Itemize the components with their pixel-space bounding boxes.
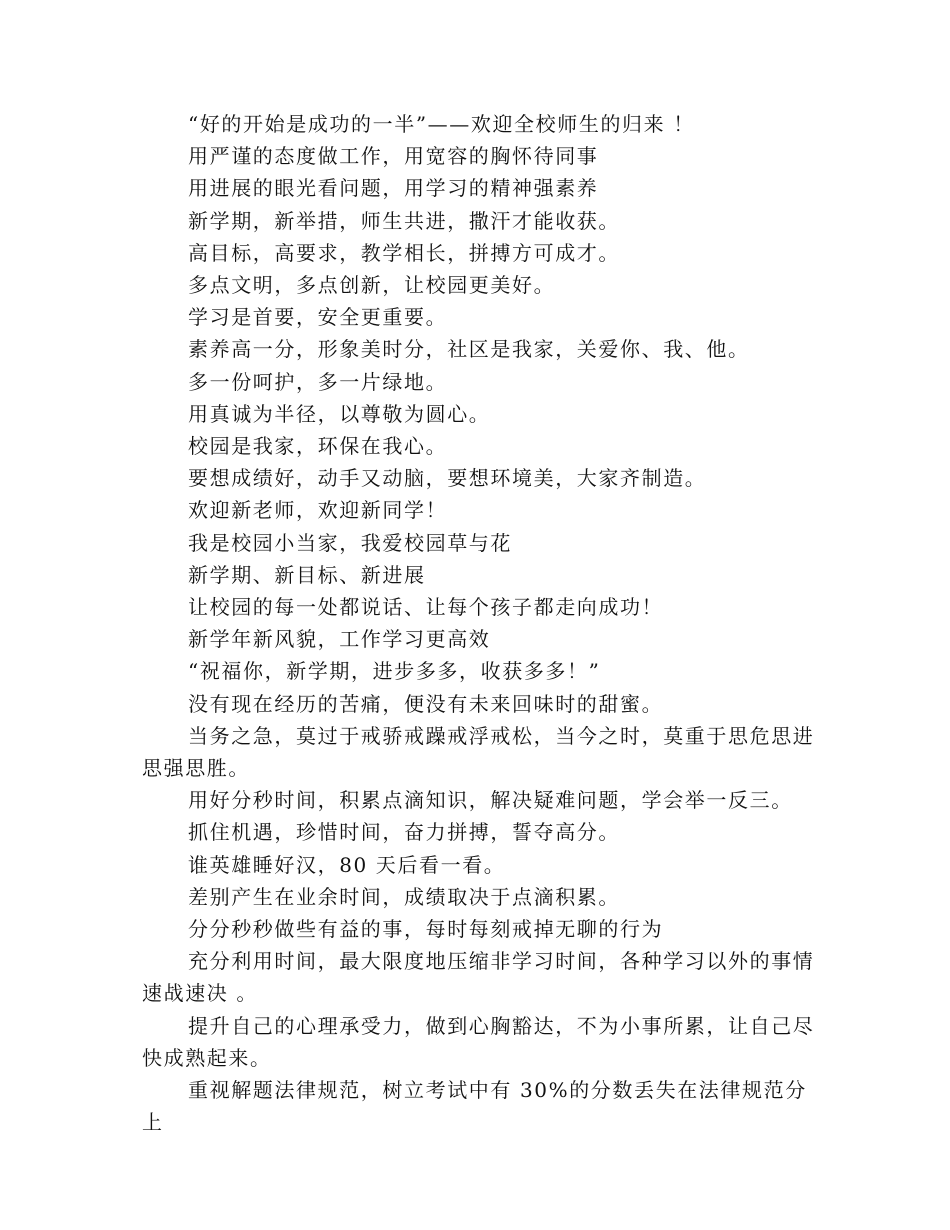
paragraph-14: 我是校园小当家，我爱校园草与花 [188,530,512,555]
paragraph-12: 要想成绩好，动手又动脑，要想环境美，大家齐制造。 [188,466,707,491]
paragraph-21: 用好分秒时间，积累点滴知识，解决疑难问题，学会举一反三。 [188,788,793,813]
paragraph-27: 提升自己的心理承受力，做到心胸豁达，不为小事所累，让自己尽快成熟起来。 [142,1013,815,1070]
paragraph-1: “好的开始是成功的一半”——欢迎全校师生的归来 ！ [188,112,695,136]
paragraph-10: 用真诚为半径，以尊敬为圆心。 [188,401,491,426]
paragraph-3: 用进展的眼光看问题，用学习的精神强素养 [188,176,599,201]
paragraph-11: 校园是我家，环保在我心。 [188,434,448,459]
paragraph-23: 谁英雄睡好汉，80 天后看一看。 [188,852,506,877]
paragraph-6: 多点文明，多点创新，让校园更美好。 [188,273,556,298]
paragraph-28: 重视解题法律规范，树立考试中有 30%的分数丢失在法律规范分上 [142,1078,807,1135]
paragraph-15: 新学期、新目标、新进展 [188,562,426,587]
paragraph-13: 欢迎新老师，欢迎新同学！ [188,498,448,523]
paragraph-8: 素养高一分，形象美时分，社区是我家，关爱你、我、他。 [188,337,750,362]
paragraph-16: 让校园的每一处都说话、让每个孩子都走向成功！ [188,595,664,620]
paragraph-7: 学习是首要，安全更重要。 [188,305,448,330]
paragraph-9: 多一份呵护，多一片绿地。 [188,369,448,394]
paragraph-4: 新学期，新举措，师生共进，撒汗才能收获。 [188,208,620,233]
paragraph-17: 新学年新风貌，工作学习更高效 [188,627,491,652]
paragraph-24: 差别产生在业余时间，成绩取决于点滴积累。 [188,884,620,909]
paragraph-18: “祝福你，新学期，进步多多，收获多多！” [188,659,601,684]
paragraph-20: 当务之急，莫过于戒骄戒躁戒浮戒松，当今之时，莫重于思危思进思强思胜。 [142,723,815,781]
paragraph-25: 分分秒秒做些有益的事，每时每刻戒掉无聊的行为 [188,917,664,942]
paragraph-19: 没有现在经历的苦痛，便没有未来回味时的甜蜜。 [188,691,664,716]
paragraph-2: 用严谨的态度做工作，用宽容的胸怀待同事 [188,144,599,169]
document-body [142,108,822,1139]
paragraph-5: 高目标，高要求，教学相长，拼搏方可成才。 [188,240,620,265]
paragraph-22: 抓住机遇，珍惜时间，奋力拼搏，誓夺高分。 [188,820,620,845]
paragraph-26: 充分利用时间，最大限度地压缩非学习时间，各种学习以外的事情速战速决 。 [142,949,815,1006]
